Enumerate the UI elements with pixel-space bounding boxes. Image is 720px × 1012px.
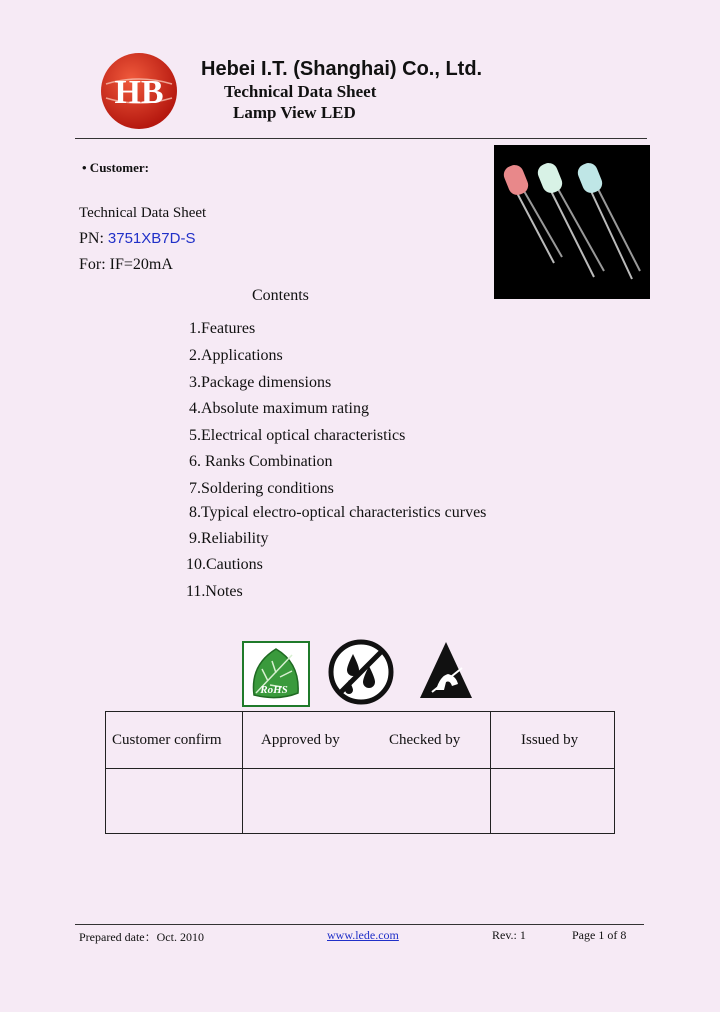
toc-item-notes: 11.Notes (186, 583, 243, 600)
toc-item-soldering: 7.Soldering conditions (189, 480, 334, 497)
product-photo (494, 145, 650, 299)
datasheet-label: Technical Data Sheet (79, 205, 207, 221)
document-title: Technical Data Sheet (224, 82, 377, 101)
toc-item-features: 1.Features (189, 320, 256, 337)
header-issued-by: Issued by (521, 732, 579, 748)
header-approved-by: Approved by (261, 732, 340, 748)
rohs-icon (242, 641, 310, 707)
table-row-divider (106, 768, 614, 769)
contents-title: Contents (252, 287, 309, 304)
toc-item-package-dimensions: 3.Package dimensions (189, 374, 332, 391)
toc-item-reliability: 9.Reliability (189, 530, 269, 547)
header-divider (75, 138, 647, 139)
toc-item-cautions: 10.Cautions (186, 556, 263, 573)
table-column-divider (242, 712, 243, 833)
revision: Rev.: 1 (492, 928, 526, 942)
header-customer-confirm: Customer confirm (112, 732, 222, 748)
test-condition: For: IF=20mA (79, 256, 173, 273)
rohs-label: RoHS (260, 684, 288, 696)
table-column-divider (490, 712, 491, 833)
toc-item-typical-curves: 8.Typical electro-optical characteristics curves (189, 504, 487, 521)
footer-divider (75, 924, 644, 925)
table-of-contents (0, 320, 720, 610)
customer-label: • Customer: (82, 160, 150, 175)
toc-item-ranks-combination: 6. Ranks Combination (189, 453, 333, 470)
header-checked-by: Checked by (389, 732, 461, 748)
logo-text: HB (114, 74, 164, 111)
page-number: Page 1 of 8 (572, 928, 627, 942)
website-link[interactable]: www.lede.com (327, 928, 399, 942)
company-name: Hebei I.T. (Shanghai) Co., Ltd. (201, 58, 483, 80)
part-number (79, 230, 195, 248)
esd-warning-icon (418, 640, 474, 700)
toc-item-applications: 2.Applications (189, 347, 283, 364)
prepared-date: Prepared date：Oct. 2010 (79, 930, 204, 944)
part-number-label: PN: (79, 230, 108, 247)
no-water-icon (327, 638, 395, 706)
approval-table (105, 711, 615, 834)
toc-item-absolute-max-rating: 4.Absolute maximum rating (189, 400, 369, 417)
part-number-value: 3751XB7D-S (107, 230, 196, 247)
led-teal-image (575, 160, 640, 279)
toc-item-electrical-optical: 5.Electrical optical characteristics (189, 427, 406, 444)
product-type: Lamp View LED (233, 103, 356, 122)
company-logo (100, 52, 178, 130)
